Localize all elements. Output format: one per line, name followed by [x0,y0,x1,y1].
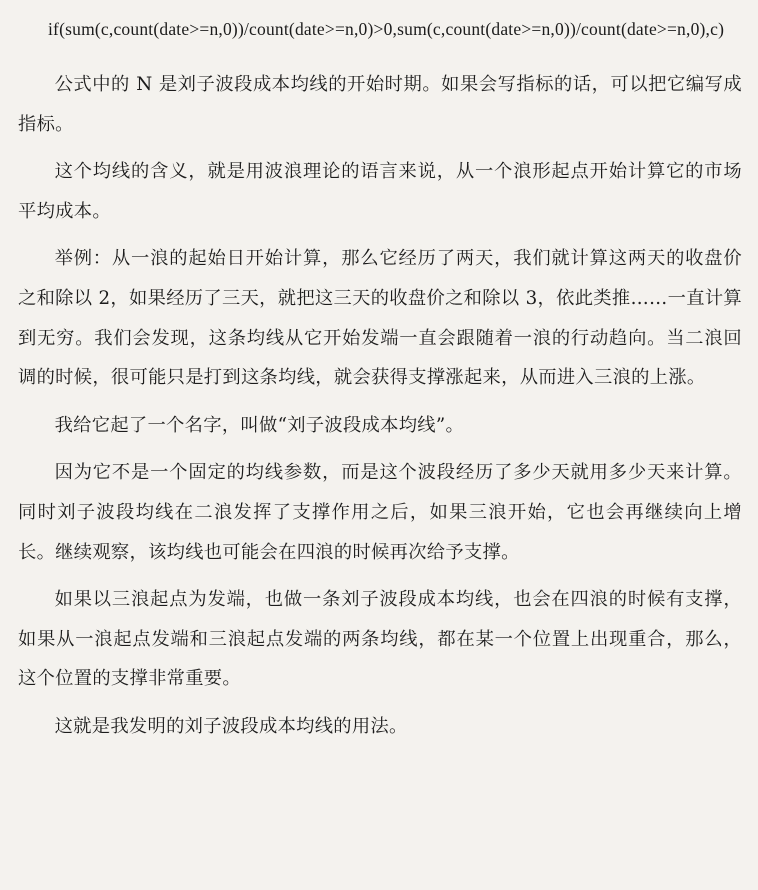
paragraph-conclusion: 这就是我发明的刘子波段成本均线的用法。 [54,715,408,737]
paragraph-formula-note: 公式中的 N 是刘子波段成本均线的开始时期。如果会写指标的话，可以把它编写成指标。 [18,74,742,135]
paragraph-third-wave: 如果以三浪起点为发端，也做一条刘子波段成本均线，也会在四浪的时候有支撑，如果从一浪起点发端和三浪起点发端的两条均线，都在某一个位置上出现重合，那么，这个位置的支撑非常重要。 [18,589,742,690]
formula-text: if(sum(c,count(date>=n,0))/count(date>=n,0)>0,sum(c,count(date>=n,0))/count(date>=n,0),c) [48,19,725,39]
paragraph-naming: 我给它起了一个名字，叫做“刘子波段成本均线”。 [54,414,465,436]
paragraph-explanation: 因为它不是一个固定的均线参数，而是这个波段经历了多少天就用多少天来计算。同时刘子波段均线在二浪发挥了支撑作用之后，如果三浪开始，它也会再继续向上增长。继续观察，该均线也可能会在四浪的时候再次给予支撑。 [18,462,742,563]
paragraph-example: 举例：从一浪的起始日开始计算，那么它经历了两天，我们就计算这两天的收盘价之和除以 2，如果经历了三天，就把这三天的收盘价之和除以 3，依此类推……一直计算到无穷。我们会发现，这条均线从它开始发端一直会跟随着一浪的行动趋向。当二浪回调的时候，很可能只是打到这条均线，就会获得支撑涨起来，从而进入三浪的上涨。 [18,248,742,389]
paragraph-meaning: 这个均线的含义，就是用波浪理论的语言来说，从一个浪形起点开始计算它的市场平均成本。 [18,161,742,222]
